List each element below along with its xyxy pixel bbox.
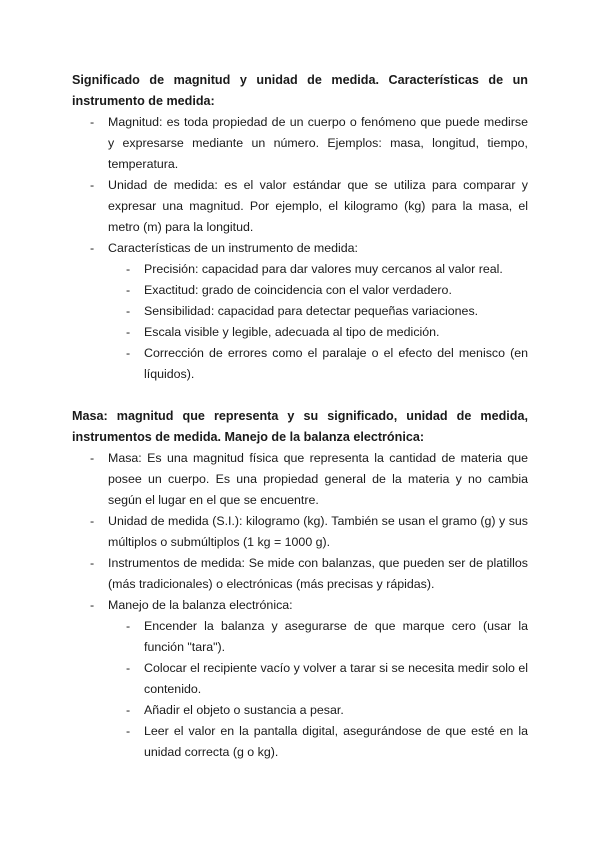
list-item-text: Unidad de medida (S.I.): kilogramo (kg). También se usan el gramo (g) y sus múltiplos o submúltiplos (1 kg = 1000 g).	[108, 514, 528, 549]
dash-bullet: -	[90, 556, 95, 570]
dash-bullet: -	[126, 619, 131, 633]
sub-list-item	[108, 301, 528, 322]
sub-list-item	[108, 658, 528, 700]
sub-list-item	[108, 700, 528, 721]
document-page	[72, 70, 528, 763]
section-magnitud	[72, 70, 528, 385]
list-item	[72, 553, 528, 595]
section-heading: Significado de magnitud y unidad de medida. Características de un instrumento de medida:	[72, 73, 528, 108]
sub-list-item-text: Corrección de errores como el paralaje o el efecto del menisco (en líquidos).	[144, 346, 528, 381]
dash-bullet: -	[90, 514, 95, 528]
list-item-text: Instrumentos de medida: Se mide con balanzas, que pueden ser de platillos (más tradicionales) o electrónicas (más precisas y rápidas).	[108, 556, 528, 591]
dash-bullet: -	[90, 241, 95, 255]
sub-list-item-text: Exactitud: grado de coincidencia con el valor verdadero.	[144, 283, 452, 297]
list-item-text: Magnitud: es toda propiedad de un cuerpo o fenómeno que puede medirse y expresarse mediante un número. Ejemplos: masa, longitud, tiempo, temperatura.	[108, 115, 528, 171]
dash-bullet: -	[90, 178, 95, 192]
sub-bullet-list	[108, 616, 528, 763]
list-item	[72, 595, 528, 763]
list-item-text: Masa: Es una magnitud física que representa la cantidad de materia que posee un cuerpo. Es una propiedad general de la materia y no cambia según el lugar en el que se encuentre.	[108, 451, 528, 507]
sub-list-item	[108, 721, 528, 763]
section-masa	[72, 406, 528, 763]
sub-list-item	[108, 322, 528, 343]
list-item	[72, 238, 528, 385]
section-heading: Masa: magnitud que representa y su significado, unidad de medida, instrumentos de medida. Manejo de la balanza electrónica:	[72, 409, 528, 444]
list-item-text: Manejo de la balanza electrónica:	[108, 598, 293, 612]
dash-bullet: -	[126, 283, 131, 297]
list-item	[72, 511, 528, 553]
bullet-list	[72, 448, 528, 763]
sub-list-item	[108, 616, 528, 658]
list-item	[72, 175, 528, 238]
list-item	[72, 112, 528, 175]
sub-list-item-text: Leer el valor en la pantalla digital, asegurándose de que esté en la unidad correcta (g o kg).	[144, 724, 528, 759]
bullet-list	[72, 112, 528, 385]
list-item-text: Características de un instrumento de medida:	[108, 241, 359, 255]
dash-bullet: -	[126, 262, 131, 276]
sub-list-item	[108, 259, 528, 280]
dash-bullet: -	[126, 325, 131, 339]
dash-bullet: -	[126, 703, 131, 717]
dash-bullet: -	[126, 724, 131, 738]
sub-list-item-text: Colocar el recipiente vacío y volver a tarar si se necesita medir solo el contenido.	[144, 661, 528, 696]
sub-list-item	[108, 280, 528, 301]
list-item	[72, 448, 528, 511]
sub-list-item-text: Escala visible y legible, adecuada al tipo de medición.	[144, 325, 440, 339]
sub-list-item-text: Precisión: capacidad para dar valores muy cercanos al valor real.	[144, 262, 503, 276]
dash-bullet: -	[90, 451, 95, 465]
sub-list-item-text: Sensibilidad: capacidad para detectar pequeñas variaciones.	[144, 304, 479, 318]
dash-bullet: -	[126, 304, 131, 318]
sub-list-item	[108, 343, 528, 385]
dash-bullet: -	[126, 661, 131, 675]
dash-bullet: -	[126, 346, 131, 360]
dash-bullet: -	[90, 115, 95, 129]
sub-list-item-text: Añadir el objeto o sustancia a pesar.	[144, 703, 344, 717]
list-item-text: Unidad de medida: es el valor estándar que se utiliza para comparar y expresar una magnitud. Por ejemplo, el kilogramo (kg) para la masa, el metro (m) para la longitud.	[108, 178, 528, 234]
sub-bullet-list	[108, 259, 528, 385]
sub-list-item-text: Encender la balanza y asegurarse de que marque cero (usar la función "tara").	[144, 619, 528, 654]
dash-bullet: -	[90, 598, 95, 612]
